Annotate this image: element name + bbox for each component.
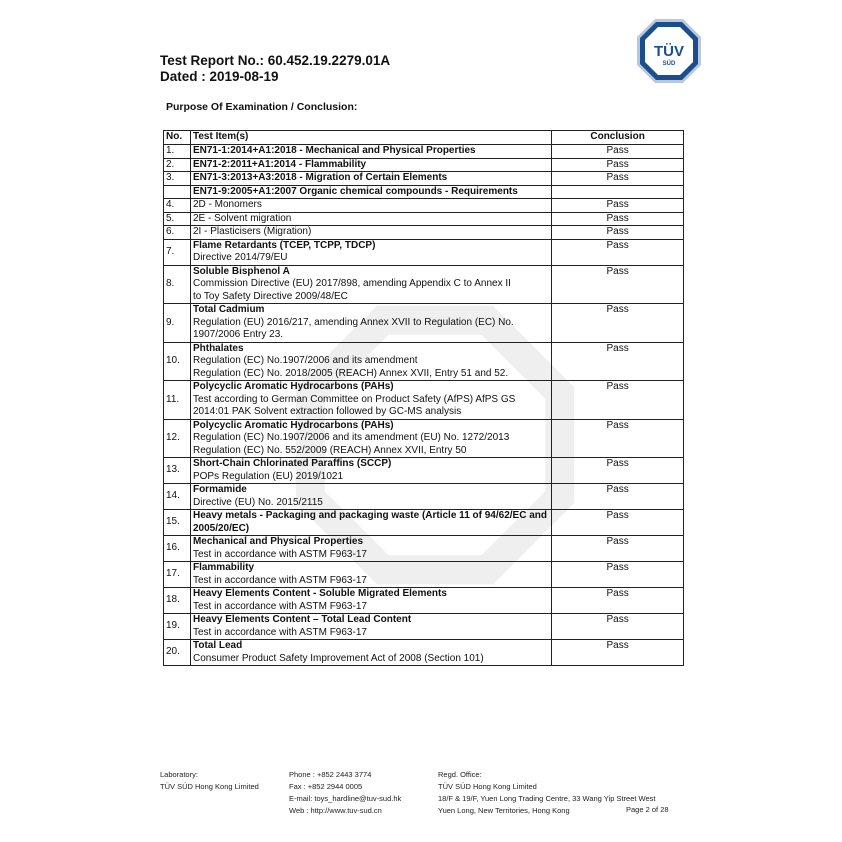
row-test-item [190,212,551,226]
test-item-detail: POPs Regulation (EU) 2019/1021 [192,470,344,482]
row-test-item [190,158,551,172]
row-conclusion: Pass [552,212,684,226]
footer-contact [289,769,401,817]
row-number [164,185,191,199]
row-test-item [190,536,551,562]
row-conclusion: Pass [552,342,684,381]
row-number: 1. [164,145,191,159]
footer-fax: Fax : +852 2944 0005 [289,782,363,791]
test-item-title: Total Cadmium [192,304,265,315]
test-item-detail: Regulation (EU) 2016/217, amending Annex XVII to Regulation (EC) No. [192,316,514,328]
footer-email: E-mail: toys_hardline@tuv-sud.hk [289,794,402,803]
row-conclusion: Pass [552,458,684,484]
test-item-title: Short-Chain Chlorinated Paraffins (SCCP) [192,458,392,469]
footer-lab-label: Laboratory: [160,770,198,779]
row-test-item [190,304,551,343]
test-item-title: Soluble Bisphenol A [192,265,290,277]
test-item-detail: Directive (EU) No. 2015/2115 [192,496,323,508]
footer-lab-name: TÜV SÜD Hong Kong Limited [160,782,259,791]
row-test-item [190,145,551,159]
row-test-item [190,419,551,458]
row-conclusion: Pass [552,145,684,159]
table-row [164,145,684,159]
test-item-title: Heavy metals - Packaging and packaging waste (Article 11 of 94/62/EC and 2005/20/EC) [192,510,547,534]
row-number: 6. [164,226,191,240]
footer-office-address-1: 18/F & 19/F, Yuen Long Trading Centre, 33 Wang Yip Street West [438,794,656,803]
row-number: 18. [164,588,191,614]
test-item-title: Polycyclic Aromatic Hydrocarbons (PAHs) [192,419,394,431]
test-item-title: Heavy Elements Content – Total Lead Content [192,614,412,625]
test-item-title: EN71-9:2005+A1:2007 Organic chemical compounds - Requirements [192,185,518,197]
test-item-detail: to Toy Safety Directive 2009/48/EC [192,290,348,302]
row-number: 4. [164,199,191,213]
table-row [164,226,684,240]
row-number: 8. [164,265,191,304]
row-conclusion: Pass [552,239,684,265]
row-number: 15. [164,510,191,536]
table-row [164,265,684,304]
row-conclusion: Pass [552,640,684,666]
tuv-sud-logo [636,18,702,84]
row-test-item [190,265,551,304]
table-row [164,304,684,343]
row-test-item [190,588,551,614]
row-number: 7. [164,239,191,265]
header-test-item: Test Item(s) [190,131,551,145]
row-test-item [190,640,551,666]
test-item-title: Mechanical and Physical Properties [192,536,364,547]
test-item-title: Flammability [192,562,255,573]
test-item-title: Total Lead [192,640,243,651]
row-test-item [190,381,551,420]
row-test-item [190,172,551,186]
page-number: Page 2 of 28 [626,805,669,814]
test-item-title: Flame Retardants (TCEP, TCPP, TDCP) [192,239,376,251]
row-conclusion: Pass [552,265,684,304]
table-row [164,536,684,562]
table-row [164,199,684,213]
test-item-title: EN71-3:2013+A3:2018 - Migration of Certain Elements [192,172,448,183]
row-test-item [190,199,551,213]
row-conclusion: Pass [552,158,684,172]
test-item-detail: Test in accordance with ASTM F963-17 [192,548,367,560]
test-item-detail: Regulation (EC) No. 2018/2005 (REACH) Annex XVII, Entry 51 and 52. [192,367,509,379]
row-number: 13. [164,458,191,484]
table-row [164,614,684,640]
row-conclusion: Pass [552,381,684,420]
test-item-detail: Consumer Product Safety Improvement Act of 2008 (Section 101) [192,652,484,664]
row-number: 3. [164,172,191,186]
table-row [164,562,684,588]
logo-text-tuv: TÜV [654,43,684,60]
row-test-item [190,226,551,240]
table-row [164,381,684,420]
row-number: 10. [164,342,191,381]
test-item-detail: 1907/2006 Entry 23. [192,329,284,340]
test-item-detail: 2I - Plasticisers (Migration) [192,226,312,237]
table-row [164,588,684,614]
row-number: 5. [164,212,191,226]
row-conclusion: Pass [552,588,684,614]
test-item-detail: Regulation (EC) No. 552/2009 (REACH) Annex XVII, Entry 50 [192,444,467,456]
test-item-detail: Test in accordance with ASTM F963-17 [192,626,367,638]
row-number: 20. [164,640,191,666]
row-test-item [190,458,551,484]
row-number: 14. [164,484,191,510]
row-conclusion: Pass [552,536,684,562]
test-item-detail: 2D - Monomers [192,199,262,210]
header-no: No. [164,131,191,145]
table-row [164,510,684,536]
row-number: 11. [164,381,191,420]
row-conclusion: Pass [552,172,684,186]
row-number: 16. [164,536,191,562]
row-number: 12. [164,419,191,458]
report-date: Dated : 2019-08-19 [160,69,279,84]
test-item-title: Heavy Elements Content - Soluble Migrated Elements [192,588,447,599]
row-conclusion: Pass [552,614,684,640]
row-conclusion: Pass [552,199,684,213]
test-item-detail: Regulation (EC) No.1907/2006 and its amendment (EU) No. 1272/2013 [192,432,510,443]
row-test-item [190,239,551,265]
table-row [164,458,684,484]
results-table [163,130,684,666]
table-row [164,185,684,199]
test-item-title: EN71-2:2011+A1:2014 - Flammability [192,158,367,170]
table-row [164,212,684,226]
row-conclusion: Pass [552,304,684,343]
test-item-detail: Directive 2014/79/EU [192,252,288,263]
test-item-detail: Test according to German Committee on Product Safety (AfPS) AfPS GS [192,393,516,405]
test-item-detail: 2014:01 PAK Solvent extraction followed by GC-MS analysis [192,406,462,417]
test-item-detail: 2E - Solvent migration [192,212,292,224]
row-number: 9. [164,304,191,343]
row-number: 2. [164,158,191,172]
table-header-row [164,131,684,145]
footer-web: Web : http://www.tuv-sud.cn [289,806,382,815]
table-row [164,419,684,458]
row-conclusion [552,185,684,199]
test-item-detail: Test in accordance with ASTM F963-17 [192,574,367,586]
table-row [164,640,684,666]
test-item-title: Phthalates [192,342,244,354]
table-row [164,172,684,186]
table-row [164,158,684,172]
footer-office-address-2: Yuen Long, New Territories, Hong Kong [438,806,570,815]
row-conclusion: Pass [552,510,684,536]
test-item-title: Polycyclic Aromatic Hydrocarbons (PAHs) [192,381,394,392]
row-number: 17. [164,562,191,588]
footer-phone: Phone : +852 2443 3774 [289,770,372,779]
purpose-heading: Purpose Of Examination / Conclusion: [166,101,358,113]
row-number: 19. [164,614,191,640]
row-test-item [190,562,551,588]
row-test-item [190,185,551,199]
row-conclusion: Pass [552,484,684,510]
row-conclusion: Pass [552,419,684,458]
row-test-item [190,342,551,381]
test-item-detail: Regulation (EC) No.1907/2006 and its amendment [192,355,418,366]
test-item-detail: Commission Directive (EU) 2017/898, amending Appendix C to Annex II [192,278,511,289]
header-conclusion: Conclusion [552,131,684,145]
report-number: Test Report No.: 60.452.19.2279.01A [160,53,391,68]
logo-text-sud: SÜD [662,61,676,67]
row-test-item [190,510,551,536]
test-item-title: EN71-1:2014+A1:2018 - Mechanical and Physical Properties [192,145,476,156]
footer-laboratory [160,769,259,793]
footer-office [438,769,656,817]
footer-office-name: TÜV SÜD Hong Kong Limited [438,782,537,791]
row-conclusion: Pass [552,562,684,588]
row-test-item [190,614,551,640]
table-row [164,484,684,510]
test-item-title: Formamide [192,484,247,495]
row-conclusion: Pass [552,226,684,240]
table-row [164,239,684,265]
table-row [164,342,684,381]
row-test-item [190,484,551,510]
test-item-detail: Test in accordance with ASTM F963-17 [192,600,367,612]
footer-office-label: Regd. Office: [438,770,482,779]
